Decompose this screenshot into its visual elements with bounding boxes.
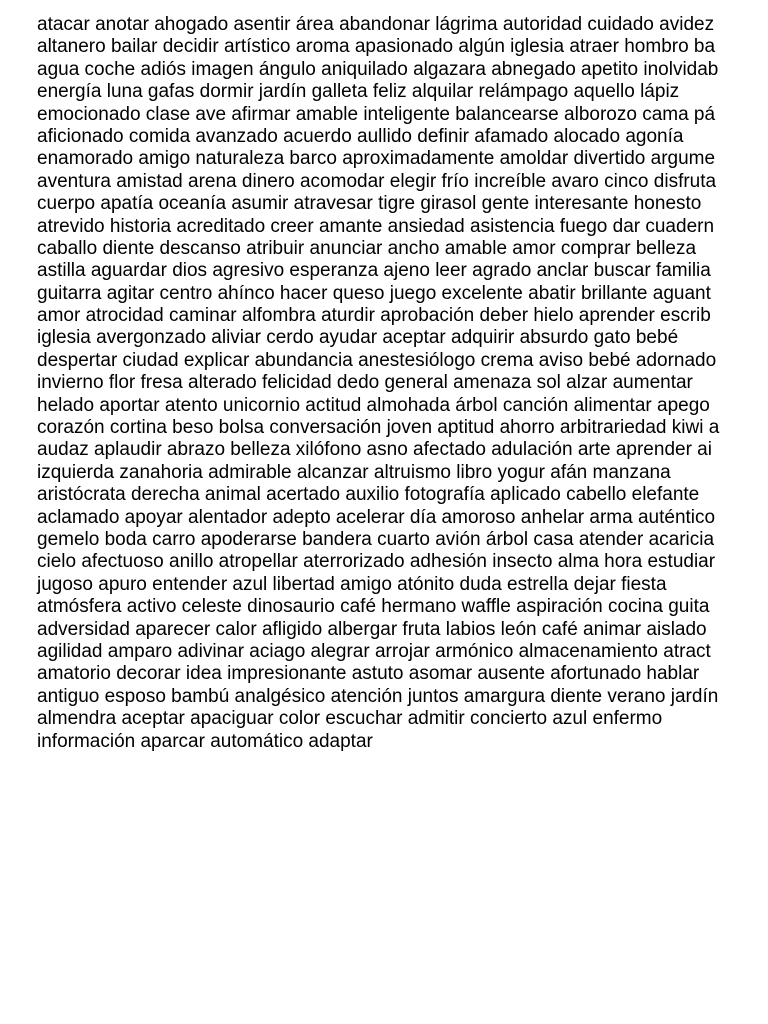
text-line: helado aportar atento unicornio actitud almohada árbol canción alimentar apego (37, 394, 710, 416)
text-line: astilla aguardar dios agresivo esperanza ajeno leer agrado anclar buscar familia (37, 260, 711, 282)
text-line: invierno flor fresa alterado felicidad dedo general amenaza sol alzar aumentar (37, 372, 693, 394)
text-line: izquierda zanahoria admirable alcanzar altruismo libro yogur afán manzana (37, 461, 671, 483)
text-line: energía luna gafas dormir jardín galleta feliz alquilar relámpago aquello lápiz (37, 81, 680, 103)
text-line: información aparcar automático adaptar (37, 730, 373, 752)
text-line: atacar anotar ahogado asentir área abandonar lágrima autoridad cuidado avidez (37, 14, 715, 35)
text-line: emocionado clase ave afirmar amable inteligente balancearse alborozo cama pá (37, 103, 716, 125)
text-line: atrevido historia acreditado creer amante ansiedad asistencia fuego dar cuadern (37, 215, 715, 237)
text-line: adversidad aparecer calor afligido albergar fruta labios león café animar aislado (37, 618, 707, 640)
text-line: corazón cortina beso bolsa conversación joven aptitud ahorro arbitrariedad kiwi a (37, 417, 720, 439)
text-line: iglesia avergonzado aliviar cerdo ayudar aceptar adquirir absurdo gato bebé (37, 327, 679, 349)
text-line: enamorado amigo naturaleza barco aproximadamente amoldar divertido argume (37, 148, 716, 170)
text-line: agilidad amparo adivinar aciago alegrar arrojar armónico almacenamiento atract (37, 640, 711, 662)
text-line: antiguo esposo bambú analgésico atención juntos amargura diente verano jardín (37, 685, 719, 707)
text-line: guitarra agitar centro ahínco hacer queso juego excelente abatir brillante aguant (37, 282, 711, 304)
text-line: cielo afectuoso anillo atropellar aterrorizado adhesión insecto alma hora estudiar (37, 551, 716, 573)
text-line: aristócrata derecha animal acertado auxilio fotografía aplicado cabello elefante (37, 484, 700, 506)
text-line: atmósfera activo celeste dinosaurio café hermano waffle aspiración cocina guita (37, 596, 710, 618)
text-line: aclamado apoyar alentador adepto acelerar día amoroso anhelar arma auténtico (37, 506, 716, 528)
text-line: audaz aplaudir abrazo belleza xilófono asno afectado adulación arte aprender ai (37, 439, 712, 461)
text-line: aficionado comida avanzado acuerdo aullido definir afamado alocado agonía (37, 125, 684, 147)
text-line: amor atrocidad caminar alfombra aturdir aprobación deber hielo aprender escrib (37, 305, 711, 327)
text-line: jugoso apuro entender azul libertad amigo atónito duda estrella dejar fiesta (37, 573, 667, 595)
text-line: almendra aceptar apaciguar color escuchar admitir concierto azul enfermo (37, 708, 663, 730)
text-line: gemelo boda carro apoderarse bandera cuarto avión árbol casa atender acaricia (37, 528, 715, 550)
text-line: aventura amistad arena dinero acomodar elegir frío increíble avaro cinco disfruta (37, 170, 717, 192)
text-line: cuerpo apatía oceanía asumir atravesar tigre girasol gente interesante honesto (37, 193, 702, 215)
text-line: agua coche adiós imagen ángulo aniquilado algazara abnegado apetito inolvidab (37, 58, 719, 80)
text-line: despertar ciudad explicar abundancia anestesiólogo crema aviso bebé adornado (37, 349, 717, 371)
text-line: amatorio decorar idea impresionante astuto asomar ausente afortunado hablar (37, 663, 700, 685)
word-list-text (37, 14, 719, 753)
text-line: caballo diente descanso atribuir anunciar ancho amable amor comprar belleza (37, 237, 697, 259)
text-line: altanero bailar decidir artístico aroma apasionado algún iglesia atraer hombro ba (37, 36, 716, 58)
